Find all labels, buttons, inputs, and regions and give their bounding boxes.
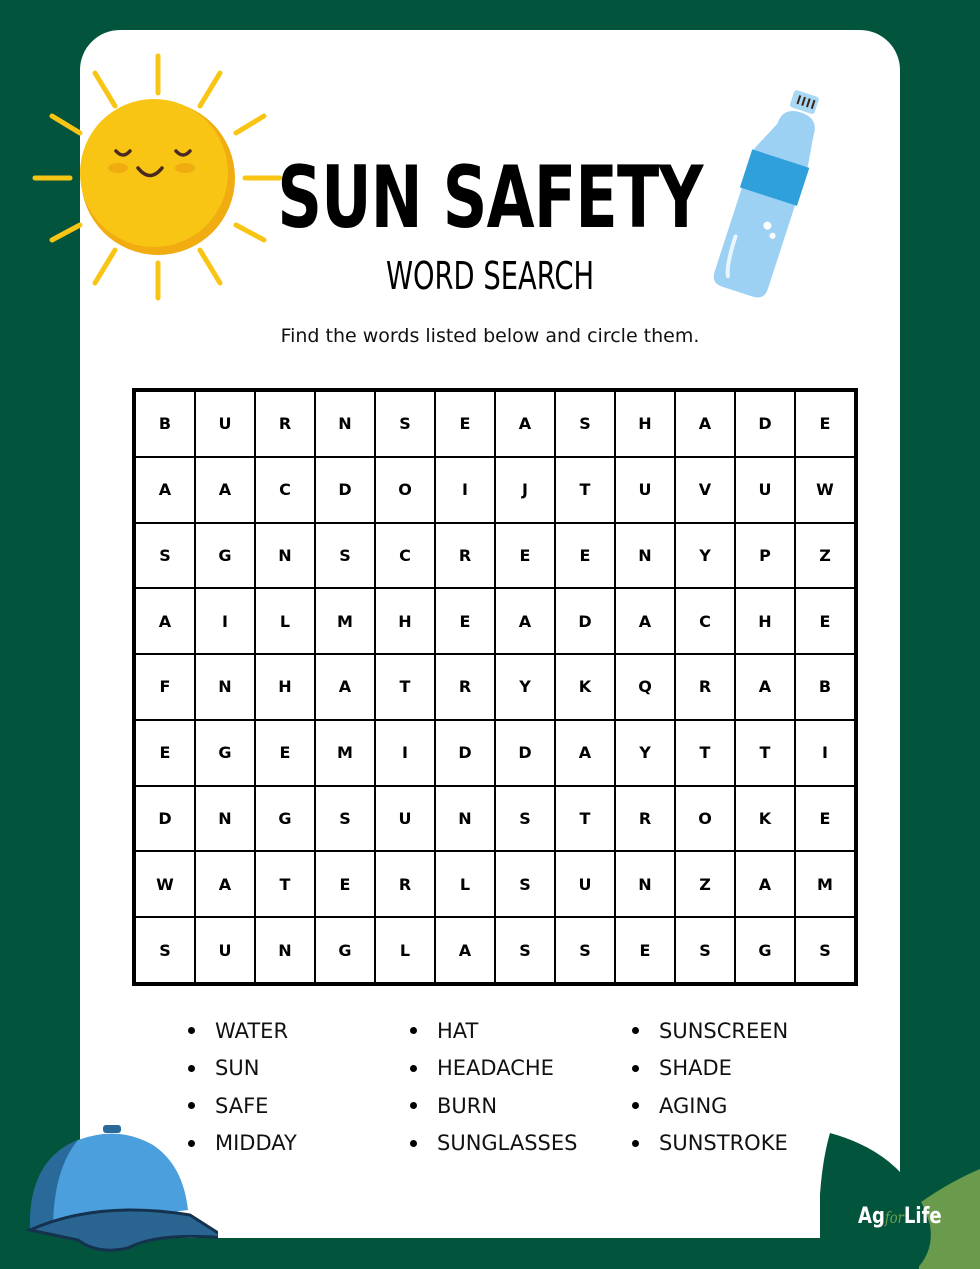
bullet-icon <box>410 1140 417 1147</box>
bullet-icon <box>632 1027 639 1034</box>
grid-cell[interactable]: E <box>436 392 494 456</box>
grid-cell[interactable]: K <box>556 655 614 719</box>
bullet-icon <box>410 1065 417 1072</box>
word-list-item <box>407 1125 629 1163</box>
bullet-icon <box>188 1027 195 1034</box>
grid-cell[interactable]: G <box>736 918 794 982</box>
grid-cell[interactable]: O <box>676 787 734 851</box>
grid-cell[interactable]: A <box>136 589 194 653</box>
word-list-item <box>185 1050 407 1088</box>
grid-cell[interactable]: S <box>556 918 614 982</box>
grid-cell[interactable]: G <box>196 524 254 588</box>
grid-cell[interactable]: A <box>556 721 614 785</box>
grid-cell[interactable]: D <box>136 787 194 851</box>
word-list-item <box>185 1087 407 1125</box>
grid-cell[interactable]: D <box>736 392 794 456</box>
word-label: MIDDAY <box>215 1131 297 1156</box>
bullet-icon <box>632 1102 639 1109</box>
grid-cell[interactable]: Z <box>796 524 854 588</box>
grid-cell[interactable]: S <box>676 918 734 982</box>
grid-cell[interactable]: H <box>376 589 434 653</box>
grid-cell[interactable]: S <box>496 852 554 916</box>
grid-cell[interactable]: C <box>676 589 734 653</box>
grid-cell[interactable]: A <box>196 458 254 522</box>
grid-cell[interactable]: G <box>316 918 374 982</box>
grid-cell[interactable]: T <box>556 458 614 522</box>
word-label: WATER <box>215 1018 289 1043</box>
word-list-item <box>407 1087 629 1125</box>
word-list-item <box>185 1125 407 1163</box>
word-label: SUNSCREEN <box>659 1018 789 1043</box>
grid-cell[interactable]: R <box>256 392 314 456</box>
logo-part-for: for <box>884 1208 904 1227</box>
word-list-item <box>407 1050 629 1088</box>
grid-cell[interactable]: A <box>736 655 794 719</box>
word-list-item <box>629 1087 829 1125</box>
logo-part-ag: Ag <box>858 1204 885 1229</box>
page-title: SUN SAFETY <box>277 148 703 248</box>
leaf-logo-icon <box>820 1125 980 1269</box>
grid-cell[interactable]: S <box>136 918 194 982</box>
logo-part-life: Life <box>903 1204 942 1229</box>
grid-cell[interactable]: U <box>736 458 794 522</box>
grid-cell[interactable]: S <box>316 787 374 851</box>
word-list <box>185 1012 825 1162</box>
grid-cell[interactable]: R <box>616 787 674 851</box>
grid-cell[interactable]: S <box>556 392 614 456</box>
grid-cell[interactable]: O <box>376 458 434 522</box>
grid-cell[interactable]: U <box>616 458 674 522</box>
grid-cell[interactable]: Y <box>616 721 674 785</box>
grid-cell[interactable]: W <box>136 852 194 916</box>
grid-cell[interactable]: W <box>796 458 854 522</box>
grid-cell[interactable]: E <box>496 524 554 588</box>
word-label: HEADACHE <box>437 1056 554 1081</box>
bullet-icon <box>410 1027 417 1034</box>
bullet-icon <box>188 1065 195 1072</box>
grid-cell[interactable]: E <box>316 852 374 916</box>
word-list-item <box>629 1050 829 1088</box>
page-subtitle: WORD SEARCH <box>385 254 595 298</box>
grid-cell[interactable]: E <box>796 589 854 653</box>
grid-cell[interactable]: J <box>496 458 554 522</box>
grid-cell[interactable]: Y <box>496 655 554 719</box>
grid-cell[interactable]: S <box>136 524 194 588</box>
word-label: SUNGLASSES <box>437 1131 578 1156</box>
grid-cell[interactable]: E <box>436 589 494 653</box>
grid-cell[interactable]: N <box>436 787 494 851</box>
grid-cell[interactable]: N <box>316 392 374 456</box>
grid-cell[interactable]: R <box>376 852 434 916</box>
grid-cell[interactable]: A <box>316 655 374 719</box>
ag-for-life-logo <box>858 1204 942 1229</box>
grid-cell[interactable]: H <box>256 655 314 719</box>
grid-cell[interactable]: L <box>256 589 314 653</box>
grid-cell[interactable]: R <box>676 655 734 719</box>
grid-cell[interactable]: H <box>736 589 794 653</box>
grid-cell[interactable]: I <box>376 721 434 785</box>
grid-cell[interactable]: N <box>616 852 674 916</box>
grid-cell[interactable]: N <box>616 524 674 588</box>
grid-cell[interactable]: A <box>616 589 674 653</box>
grid-cell[interactable]: H <box>616 392 674 456</box>
word-label: SHADE <box>659 1056 732 1081</box>
grid-cell[interactable]: E <box>616 918 674 982</box>
word-list-item <box>629 1012 829 1050</box>
word-label: SUNSTROKE <box>659 1131 788 1156</box>
word-list-item <box>629 1125 829 1163</box>
bullet-icon <box>410 1102 417 1109</box>
grid-cell[interactable]: P <box>736 524 794 588</box>
grid-cell[interactable]: T <box>676 721 734 785</box>
grid-cell[interactable]: A <box>676 392 734 456</box>
bullet-icon <box>632 1140 639 1147</box>
grid-cell[interactable]: D <box>556 589 614 653</box>
grid-cell[interactable]: T <box>256 852 314 916</box>
grid-cell[interactable]: S <box>316 524 374 588</box>
word-label: AGING <box>659 1093 728 1118</box>
grid-cell[interactable]: B <box>136 392 194 456</box>
word-label: BURN <box>437 1093 498 1118</box>
grid-cell[interactable]: M <box>796 852 854 916</box>
word-list-item <box>185 1012 407 1050</box>
grid-cell[interactable]: S <box>496 787 554 851</box>
grid-cell[interactable]: F <box>136 655 194 719</box>
grid-cell[interactable]: Y <box>676 524 734 588</box>
grid-cell[interactable]: E <box>796 787 854 851</box>
baseball-cap-icon <box>18 1120 218 1255</box>
grid-cell[interactable]: D <box>316 458 374 522</box>
grid-cell[interactable]: M <box>316 589 374 653</box>
grid-cell[interactable]: S <box>796 918 854 982</box>
grid-cell[interactable]: A <box>196 852 254 916</box>
grid-cell[interactable]: L <box>376 918 434 982</box>
grid-cell[interactable]: N <box>196 787 254 851</box>
grid-cell[interactable]: E <box>796 392 854 456</box>
grid-cell[interactable]: G <box>256 787 314 851</box>
grid-cell[interactable]: L <box>436 852 494 916</box>
grid-cell[interactable]: M <box>316 721 374 785</box>
grid-cell[interactable]: T <box>376 655 434 719</box>
grid-cell[interactable]: E <box>256 721 314 785</box>
grid-cell[interactable]: E <box>136 721 194 785</box>
grid-cell[interactable]: Z <box>676 852 734 916</box>
word-list-item <box>407 1012 629 1050</box>
grid-cell[interactable]: G <box>196 721 254 785</box>
grid-cell[interactable]: S <box>376 392 434 456</box>
grid-cell[interactable]: R <box>436 655 494 719</box>
grid-cell[interactable]: U <box>556 852 614 916</box>
grid-cell[interactable]: S <box>496 918 554 982</box>
word-label: SUN <box>215 1056 260 1081</box>
grid-cell[interactable]: V <box>676 458 734 522</box>
grid-cell[interactable]: Q <box>616 655 674 719</box>
word-search-grid[interactable] <box>132 388 858 986</box>
grid-cell[interactable]: A <box>736 852 794 916</box>
grid-cell[interactable]: U <box>376 787 434 851</box>
grid-cell[interactable]: I <box>196 589 254 653</box>
grid-cell[interactable]: E <box>556 524 614 588</box>
bullet-icon <box>188 1102 195 1109</box>
grid-cell[interactable]: D <box>436 721 494 785</box>
grid-cell[interactable]: A <box>496 392 554 456</box>
grid-cell[interactable]: T <box>556 787 614 851</box>
grid-cell[interactable]: U <box>196 392 254 456</box>
grid-cell[interactable]: K <box>736 787 794 851</box>
grid-cell[interactable]: I <box>436 458 494 522</box>
grid-cell[interactable]: T <box>736 721 794 785</box>
grid-cell[interactable]: C <box>256 458 314 522</box>
bullet-icon <box>632 1065 639 1072</box>
grid-cell[interactable]: B <box>796 655 854 719</box>
grid-cell[interactable]: A <box>136 458 194 522</box>
word-label: SAFE <box>215 1093 269 1118</box>
grid-cell[interactable]: N <box>196 655 254 719</box>
grid-cell[interactable]: D <box>496 721 554 785</box>
grid-cell[interactable]: U <box>196 918 254 982</box>
grid-cell[interactable]: I <box>796 721 854 785</box>
grid-cell[interactable]: N <box>256 918 314 982</box>
grid-cell[interactable]: N <box>256 524 314 588</box>
grid-cell[interactable]: C <box>376 524 434 588</box>
instructions-text: Find the words listed below and circle them. <box>280 325 700 347</box>
grid-cell[interactable]: A <box>496 589 554 653</box>
grid-cell[interactable]: R <box>436 524 494 588</box>
word-label: HAT <box>437 1018 479 1043</box>
grid-cell[interactable]: A <box>436 918 494 982</box>
